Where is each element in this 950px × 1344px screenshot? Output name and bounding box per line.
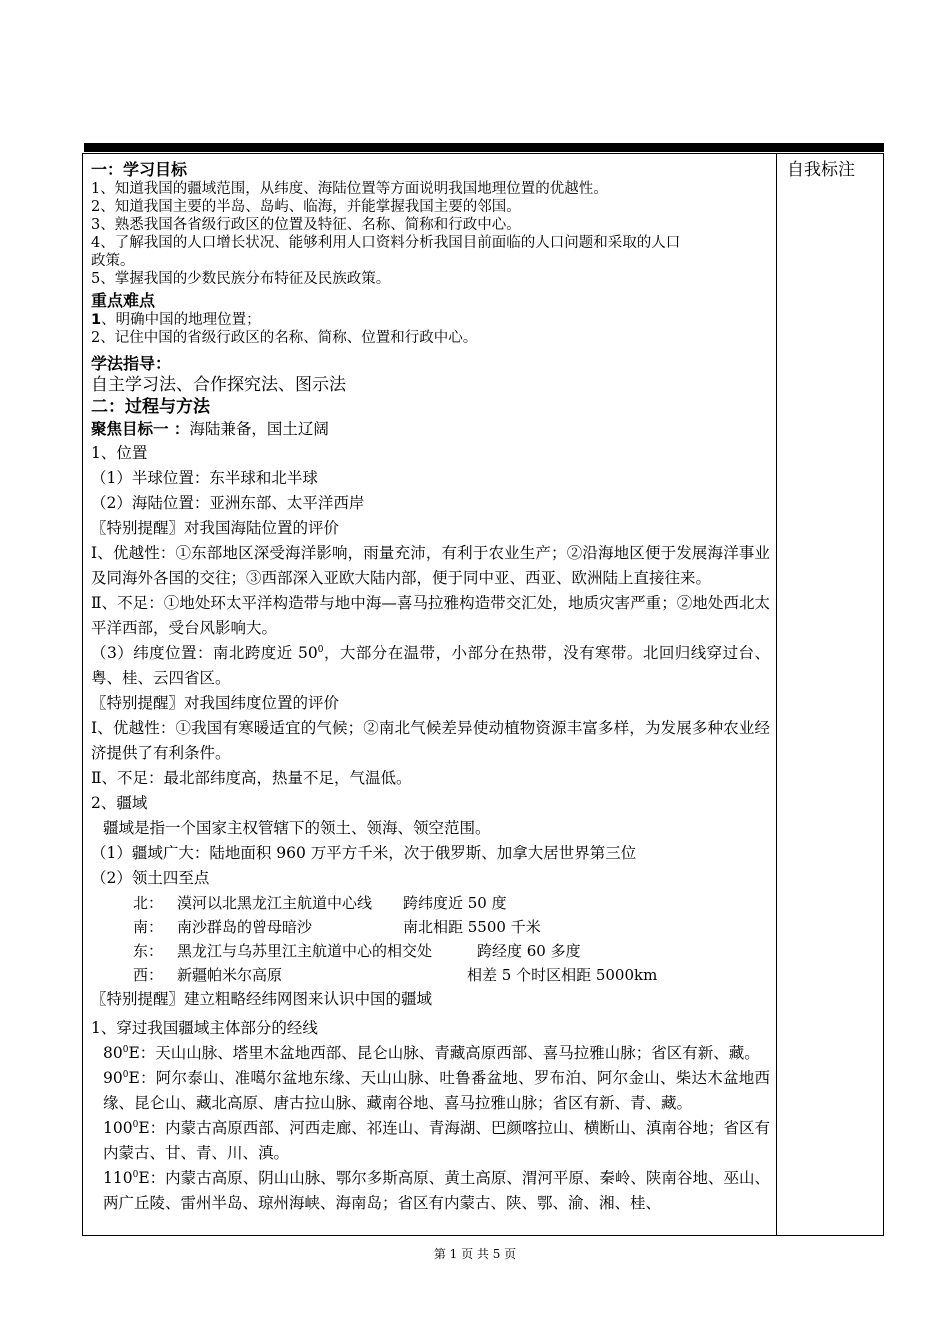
disadvantage-text: Ⅱ、不足：①地处环太平洋构造带与地中海—喜马拉雅构造带交汇处，地质灾害严重；②地处西北太平洋西部，受台风影响大。 [91, 594, 770, 637]
key-item [91, 311, 770, 329]
meridian-text: 内蒙古高原、阴山山脉、鄂尔多斯高原、黄土高原、渭河平原、秦岭、陕南谷地、巫山、两广丘陵、雷州半岛、琼州海峡、海南岛；省区有内蒙古、陕、鄂、渝、湘、桂、 [103, 1169, 770, 1212]
meridian-degree: 90 [103, 1069, 123, 1087]
point-info: 南北相距 5500 千米 [403, 918, 541, 936]
point-place: 新疆帕米尔高原 [177, 966, 283, 984]
meridian-text: 天山山脉、塔里木盆地西部、昆仑山脉、青藏高原西部、喜马拉雅山脉；省区有新、藏。 [155, 1044, 760, 1062]
meridian-degree: 80 [103, 1044, 123, 1062]
main-column [83, 154, 777, 1235]
goal-item: 1、知道我国的疆域范围，从纬度、海陆位置等方面说明我国地理位置的优越性。 [91, 181, 608, 197]
key-item-text: 、明确中国的地理位置； [101, 312, 261, 328]
latitude-text-b: ，大部分在温带，小部分在热带，没有寒带。北回归线穿过台、粤、桂、云四省区。 [91, 644, 770, 687]
meridian-item [91, 1166, 770, 1216]
key-item: 2、记住中国的省级行政区的名称、简称、位置和行政中心。 [91, 330, 478, 346]
page-footer: 第 1 页 共 5 页 [433, 1247, 517, 1261]
degree-sup: 0 [132, 1169, 139, 1180]
location-item: （1）半球位置：东半球和北半球 [91, 469, 318, 487]
point-place: 漠河以北黑龙江主航道中心线 [177, 894, 373, 912]
meridian-unit: E： [138, 1119, 166, 1137]
special-tip: 〖特别提醒〗对我国纬度位置的评价 [91, 694, 340, 712]
territory-definition: 疆域是指一个国家主权管辖下的领土、领海、领空范围。 [103, 819, 491, 837]
territory-title: 2、疆域 [91, 794, 148, 812]
special-tip: 〖特别提醒〗对我国海陆位置的评价 [91, 519, 340, 537]
meridian-text: 内蒙古高原西部、河西走廊、祁连山、青海湖、巴颜喀拉山、横断山、滇南谷地；省区有内蒙古、甘、青、川、滇。 [103, 1119, 770, 1162]
meridian-unit: E： [128, 1069, 156, 1087]
point-direction: 南： [133, 918, 164, 936]
annotation-column-title: 自我标注 [787, 160, 855, 180]
meridian-item [91, 1066, 770, 1116]
degree-sup: 0 [317, 644, 324, 655]
method-text: 自主学习法、合作探究法、图示法 [91, 375, 346, 395]
meridian-item [91, 1041, 770, 1066]
focus-text: 海陆兼备，国土辽阔 [189, 420, 329, 438]
goal-item: 3、熟悉我国各省级行政区的位置及特征、名称、简称和行政中心。 [91, 217, 521, 233]
meridian-degree: 100 [103, 1119, 133, 1137]
annotation-column [777, 154, 883, 1235]
goal-item: 政策。 [91, 253, 135, 269]
extreme-point-row [133, 963, 770, 987]
extreme-points [91, 891, 770, 987]
meridian-item [91, 1116, 770, 1166]
section-heading-method: 学法指导： [91, 354, 172, 373]
point-place: 黑龙江与乌苏里江主航道中心的相交处 [177, 942, 433, 960]
section-heading-key: 重点难点 [91, 291, 156, 310]
territory-item: （1）疆域广大：陆地面积 960 万平方千米，次于俄罗斯、加拿大居世界第三位 [91, 844, 637, 862]
extreme-point-row [133, 891, 770, 915]
territory-item: （2）领土四至点 [91, 869, 210, 887]
location-item: （2）海陆位置：亚洲东部、太平洋西岸 [91, 494, 365, 512]
point-info: 跨纬度近 50 度 [403, 894, 507, 912]
advantage-text: Ⅰ、优越性：①东部地区深受海洋影响，雨量充沛，有利于农业生产；②沿海地区便于发展海洋事业及同海外各国的交往；③西部深入亚欧大陆内部，便于同中亚、西亚、欧洲陆上直接往来。 [91, 544, 770, 587]
meridian-text: 阿尔泰山、准噶尔盆地东缘、天山山脉、吐鲁番盆地、罗布泊、阿尔金山、柴达木盆地西缘、昆仑山、藏北高原、唐古拉山脉、藏南谷地、喜马拉雅山脉；省区有新、青、藏。 [103, 1069, 770, 1112]
point-info: 跨经度 60 多度 [477, 942, 581, 960]
meridian-unit: E： [138, 1169, 166, 1187]
goal-item: 4、了解我国的人口增长状况、能够利用人口资料分析我国目前面临的人口问题和采取的人口 [91, 235, 681, 251]
meridian-unit: E： [128, 1044, 156, 1062]
degree-sup: 0 [132, 1119, 139, 1130]
extreme-point-row [133, 939, 770, 963]
focus-label: 聚焦目标一 ： [91, 420, 190, 438]
section-heading-goals: 一：学习目标 [91, 160, 188, 179]
point-place: 南沙群岛的曾母暗沙 [177, 918, 313, 936]
point-direction: 西： [133, 966, 164, 984]
goal-item: 5、掌握我国的少数民族分布特征及民族政策。 [91, 271, 391, 287]
top-rule [84, 143, 884, 152]
goal-item: 2、知道我国主要的半岛、岛屿、临海，并能掌握我国主要的邻国。 [91, 199, 521, 215]
point-direction: 东： [133, 942, 164, 960]
latitude-text [91, 641, 770, 691]
extreme-point-row [133, 915, 770, 939]
location-title: 1、位置 [91, 444, 148, 462]
point-direction: 北： [133, 894, 164, 912]
focus-line [91, 418, 770, 441]
point-info: 相差 5 个时区相距 5000km [467, 966, 658, 984]
degree-sup: 0 [122, 1069, 129, 1080]
content-table [82, 153, 884, 1236]
disadvantage-text: Ⅱ、不足：最北部纬度高，热量不足，气温低。 [91, 769, 412, 787]
meridian-title: 1、穿过我国疆域主体部分的经线 [91, 1019, 318, 1037]
degree-sup: 0 [122, 1044, 129, 1055]
special-tip: 〖特别提醒〗建立粗略经纬网图来认识中国的疆域 [91, 990, 433, 1008]
latitude-text-a: （3）纬度位置：南北跨度近 50 [91, 644, 318, 662]
advantage-text: Ⅰ、优越性：①我国有寒暖适宜的气候；②南北气候差异使动植物资源丰富多样，为发展多种农业经济提供了有利条件。 [91, 719, 770, 762]
section-heading-process: 二：过程与方法 [91, 397, 210, 417]
key-item-number: 1 [91, 312, 102, 328]
meridian-degree: 110 [103, 1169, 133, 1187]
